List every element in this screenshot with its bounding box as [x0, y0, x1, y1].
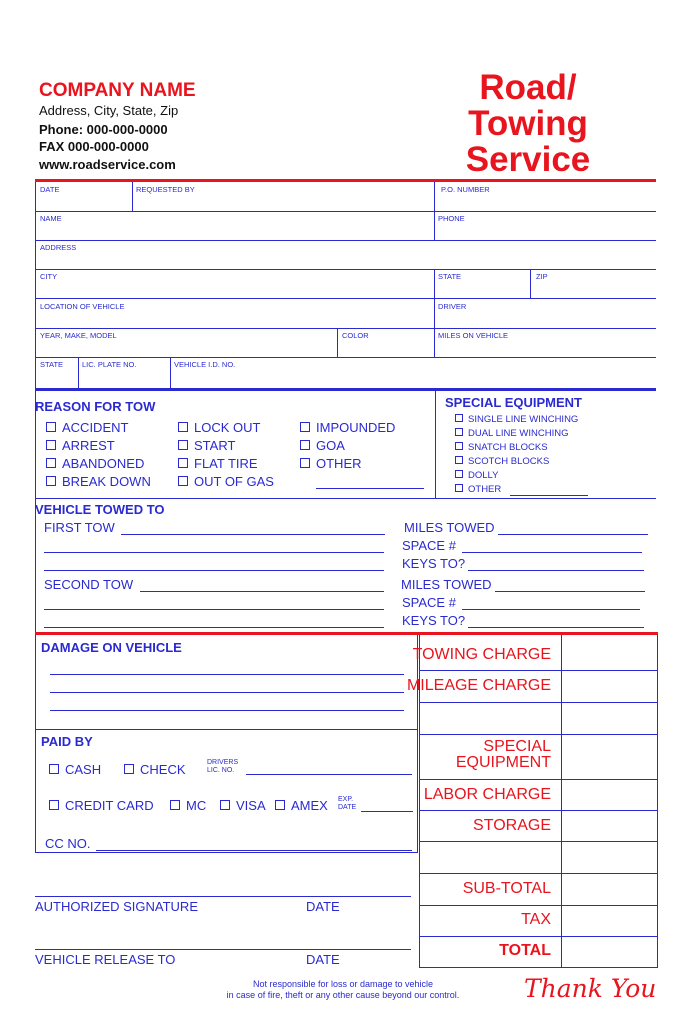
second-tow-label: SECOND TOW [44, 577, 134, 592]
mileage-charge-amount[interactable] [562, 671, 657, 702]
signature-line[interactable] [35, 896, 411, 897]
checkbox-icon [124, 764, 134, 774]
label: DOLLY [468, 470, 499, 481]
checkbox-icon [455, 414, 463, 422]
checkbox-icon [275, 800, 285, 810]
label: OTHER [468, 484, 502, 495]
keys-input-1[interactable] [468, 570, 644, 571]
authorized-signature-label: AUTHORIZED SIGNATURE [35, 899, 198, 914]
space-input-2[interactable] [462, 609, 640, 610]
miles-towed-label-2: MILES TOWED [401, 577, 492, 592]
check-checkbox[interactable] [124, 762, 186, 777]
label: SINGLE LINE WINCHING [468, 414, 579, 425]
labor-charge-label: LABOR CHARGE [423, 786, 551, 803]
cc-no-input[interactable] [96, 850, 412, 851]
label: DUAL LINE WINCHING [468, 428, 569, 439]
labor-charge-amount[interactable] [562, 780, 657, 810]
label: LOCK OUT [194, 420, 261, 435]
tax-amount[interactable] [562, 906, 657, 936]
release-line[interactable] [35, 949, 411, 950]
year-make-model-field[interactable]: YEAR, MAKE, MODEL [40, 331, 117, 340]
dual-line-winching-checkbox[interactable] [455, 428, 568, 439]
space-input-1[interactable] [462, 552, 642, 553]
grid-divider [434, 328, 435, 357]
checkbox-icon [170, 800, 180, 810]
flat-tire-checkbox[interactable] [178, 456, 258, 471]
credit-card-checkbox[interactable] [49, 798, 154, 813]
title-line-2: Towing [468, 104, 588, 143]
abandoned-checkbox[interactable] [46, 456, 144, 471]
damage-line-2[interactable] [50, 692, 404, 693]
label: GOA [316, 438, 345, 453]
first-tow-line-3[interactable] [44, 570, 384, 571]
grid-divider [530, 269, 531, 298]
subtotal-label: SUB-TOTAL [462, 880, 551, 897]
second-tow-line-2[interactable] [44, 609, 384, 610]
checkbox-icon [220, 800, 230, 810]
drivers-lic-label [207, 759, 238, 775]
requested-by-field[interactable]: REQUESTED BY [136, 185, 195, 194]
checkbox-icon [455, 442, 463, 450]
date-field[interactable]: DATE [40, 185, 60, 194]
checkbox-icon [46, 476, 56, 486]
checkbox-icon [455, 470, 463, 478]
mc-checkbox[interactable] [170, 798, 206, 813]
first-tow-label: FIRST TOW [44, 520, 115, 535]
keys-input-2[interactable] [468, 627, 644, 628]
label: IMPOUNDED [316, 420, 396, 435]
company-website: www.roadservice.com [39, 157, 176, 172]
storage-amount[interactable] [562, 811, 657, 841]
checkbox-icon [178, 422, 188, 432]
grid-line [35, 298, 656, 299]
scotch-blocks-checkbox[interactable] [455, 456, 549, 467]
company-phone: Phone: 000-000-0000 [39, 122, 168, 137]
reason-title: REASON FOR TOW [35, 399, 156, 414]
storage-label: STORAGE [473, 817, 551, 834]
damage-line-3[interactable] [50, 710, 404, 711]
lock-out-checkbox[interactable] [178, 420, 260, 435]
keys-label-2: KEYS TO? [402, 613, 466, 628]
dolly-checkbox[interactable] [455, 470, 498, 481]
info-divider [35, 388, 656, 391]
arrest-checkbox[interactable] [46, 438, 115, 453]
grid-line [35, 240, 656, 241]
miles-towed-input-1[interactable] [498, 534, 648, 535]
damage-paid-divider [35, 729, 418, 730]
out-of-gas-checkbox[interactable] [178, 474, 274, 489]
checkbox-icon [178, 476, 188, 486]
label: SPECIAL [483, 738, 551, 755]
impounded-checkbox[interactable] [300, 420, 395, 435]
plate-field[interactable]: LIC. PLATE NO. [82, 360, 137, 369]
mileage-charge-label: MILEAGE CHARGE [406, 677, 551, 694]
other-reason-input[interactable] [316, 488, 424, 489]
single-line-winching-checkbox[interactable] [455, 414, 578, 425]
charges-row-line [419, 841, 658, 842]
release-date-label: DATE [306, 952, 340, 967]
title-line-3: Service [465, 140, 591, 179]
state2-field[interactable]: STATE [40, 360, 64, 369]
grid-divider [434, 298, 435, 328]
grid-divider [132, 182, 133, 211]
other-equipment-checkbox[interactable] [455, 484, 501, 495]
title-line-1: Road/ [479, 68, 577, 107]
charges-row-line [419, 702, 658, 703]
label: BREAK DOWN [62, 474, 151, 489]
label: CHECK [140, 762, 186, 777]
miles-towed-label-1: MILES TOWED [404, 520, 495, 535]
checkbox-icon [455, 456, 463, 464]
checkbox-icon [178, 458, 188, 468]
checkbox-icon [49, 764, 59, 774]
reason-divider [435, 391, 436, 499]
grid-line [35, 357, 656, 358]
exp-date-label [338, 796, 356, 812]
label: DATE [338, 804, 357, 811]
special-equipment-amount[interactable] [562, 735, 657, 779]
label: OUT OF GAS [194, 474, 274, 489]
zip-field[interactable]: ZIP [536, 272, 548, 281]
city-field[interactable]: CITY [40, 272, 58, 281]
towed-title: VEHICLE TOWED TO [35, 502, 165, 517]
vehicle-release-label: VEHICLE RELEASE TO [35, 952, 176, 967]
address-field[interactable]: ADDRESS [40, 243, 77, 252]
label: DRIVERS [207, 759, 239, 766]
exp-date-input[interactable] [361, 811, 413, 812]
label: AMEX [291, 798, 328, 813]
grid-divider [170, 357, 171, 388]
label: CASH [65, 762, 102, 777]
label: FLAT TIRE [194, 456, 258, 471]
thank-you-text: Thank You [524, 974, 657, 1003]
keys-label-1: KEYS TO? [402, 556, 466, 571]
label: in case of fire, theft or any other cause beyond our control. [226, 990, 460, 1000]
miles-on-vehicle-field[interactable]: MILES ON VEHICLE [438, 331, 509, 340]
vin-field[interactable]: VEHICLE I.D. NO. [174, 360, 236, 369]
towing-charge-label: TOWING CHARGE [412, 646, 551, 663]
location-field[interactable]: LOCATION OF VEHICLE [40, 302, 125, 311]
space-label-2: SPACE # [402, 595, 456, 610]
total-amount[interactable] [562, 937, 657, 967]
grid-divider [434, 269, 435, 298]
total-label: TOTAL [499, 942, 551, 959]
amex-checkbox[interactable] [275, 798, 328, 813]
accident-checkbox[interactable] [46, 420, 128, 435]
checkbox-icon [49, 800, 59, 810]
label: OTHER [316, 456, 362, 471]
break-down-checkbox[interactable] [46, 474, 151, 489]
grid-divider [337, 328, 338, 357]
towed-left-border [35, 499, 36, 633]
special-equipment-charge-label [456, 739, 551, 771]
space-label-1: SPACE # [402, 538, 456, 553]
label: START [194, 438, 236, 453]
po-number-field[interactable]: P.O. NUMBER [441, 185, 490, 194]
checkbox-icon [46, 440, 56, 450]
label: EQUIPMENT [455, 754, 551, 771]
checkbox-icon [455, 428, 463, 436]
label: VISA [236, 798, 266, 813]
label: MC [186, 798, 207, 813]
checkbox-icon [300, 440, 310, 450]
other-checkbox[interactable] [300, 456, 362, 471]
first-tow-line-2[interactable] [44, 552, 384, 553]
color-field[interactable]: COLOR [342, 331, 369, 340]
label: EXP. [338, 796, 354, 803]
grid-line [35, 328, 656, 329]
checkbox-icon [46, 422, 56, 432]
paid-by-title: PAID BY [41, 734, 93, 749]
form-title [428, 70, 628, 178]
towing-charge-amount[interactable] [562, 636, 657, 670]
grid-line [35, 211, 656, 212]
disclaimer [190, 979, 496, 1001]
label: ARREST [62, 438, 115, 453]
checkbox-icon [300, 458, 310, 468]
label: CREDIT CARD [65, 798, 154, 813]
grid-divider [78, 357, 79, 388]
special-equipment-title: SPECIAL EQUIPMENT [445, 395, 583, 410]
label: SNATCH BLOCKS [468, 442, 548, 453]
start-checkbox[interactable] [178, 438, 235, 453]
signature-date-label: DATE [306, 899, 340, 914]
driver-field[interactable]: DRIVER [438, 302, 467, 311]
visa-checkbox[interactable] [220, 798, 266, 813]
damage-line-1[interactable] [50, 674, 404, 675]
state-field[interactable]: STATE [438, 272, 462, 281]
name-field[interactable]: NAME [40, 214, 62, 223]
cash-checkbox[interactable] [49, 762, 101, 777]
checkbox-icon [455, 484, 463, 492]
second-tow-line-3[interactable] [44, 627, 384, 628]
label: ACCIDENT [62, 420, 129, 435]
company-fax: FAX 000-000-0000 [39, 139, 149, 154]
checkbox-icon [178, 440, 188, 450]
grid-divider [434, 211, 435, 240]
reason-bottom-border [35, 498, 656, 499]
tax-label: TAX [521, 911, 551, 928]
cc-no-label: CC NO. [45, 836, 91, 851]
label: ABANDONED [62, 456, 145, 471]
company-address: Address, City, State, Zip [39, 103, 179, 118]
miles-towed-input-2[interactable] [495, 591, 645, 592]
company-name: COMPANY NAME [39, 80, 196, 101]
phone-field[interactable]: PHONE [438, 214, 465, 223]
label: Not responsible for loss or damage to vehicle [252, 979, 434, 989]
grid-divider [434, 182, 435, 211]
grid-line [35, 269, 656, 270]
damage-title: DAMAGE ON VEHICLE [41, 640, 182, 655]
snatch-blocks-checkbox[interactable] [455, 442, 548, 453]
drivers-lic-input[interactable] [246, 774, 412, 775]
label: SCOTCH BLOCKS [468, 456, 550, 467]
first-tow-input[interactable] [121, 534, 385, 535]
other-equipment-input[interactable] [510, 495, 588, 496]
header-divider [35, 179, 656, 182]
goa-checkbox[interactable] [300, 438, 345, 453]
checkbox-icon [46, 458, 56, 468]
subtotal-amount[interactable] [562, 874, 657, 905]
second-tow-input[interactable] [140, 591, 384, 592]
label: LIC. NO. [207, 767, 235, 774]
checkbox-icon [300, 422, 310, 432]
